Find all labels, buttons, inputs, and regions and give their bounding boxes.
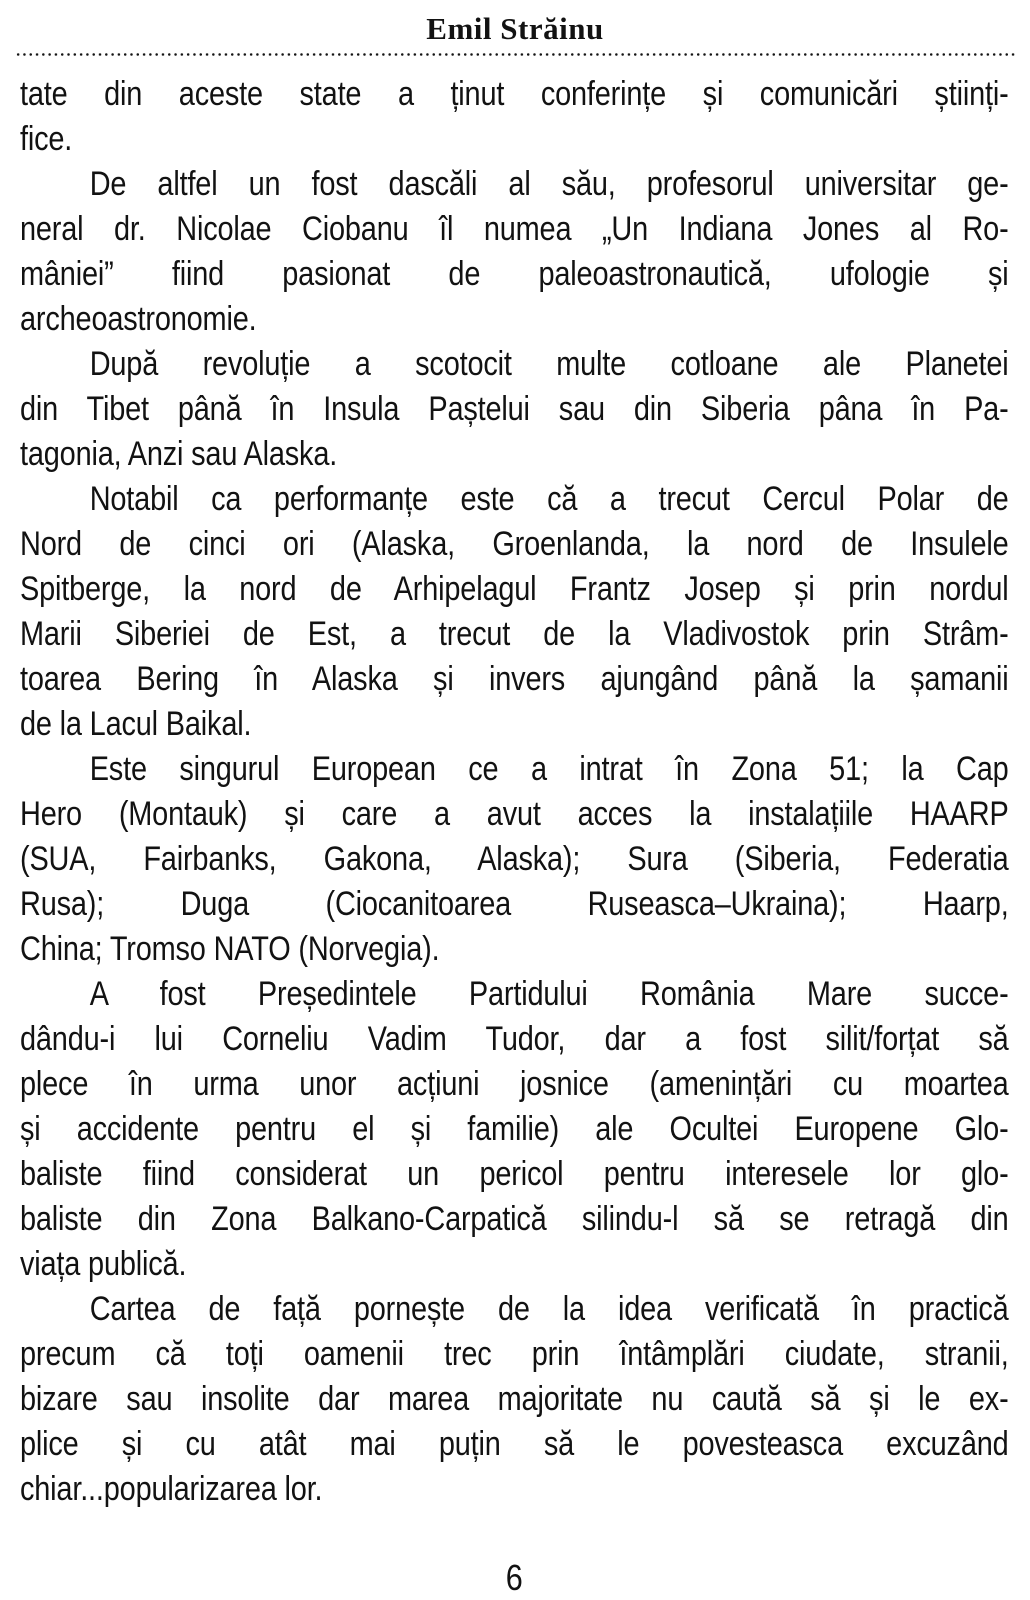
text-line: Notabil ca performanțe este că a trecut Cercul Polar de xyxy=(89,480,1009,518)
text-line: plice și cu atât mai puțin să le povesteasca excuzând xyxy=(20,1425,1009,1463)
text-line: dându-i lui Corneliu Vadim Tudor, dar a fost silit/forțat să xyxy=(20,1020,1009,1058)
text-line: din Tibet până în Insula Paștelui sau din Siberia pâna în Pa- xyxy=(20,390,1009,428)
text-line: precum că toți oamenii trec prin întâmplări ciudate, stranii, xyxy=(20,1335,1009,1373)
text-line: neral dr. Nicolae Ciobanu îl numea „Un Indiana Jones al Ro- xyxy=(20,210,1009,248)
text-line: mâniei” fiind pasionat de paleoastronautică, ufologie și xyxy=(20,255,1009,293)
text-line: După revoluție a scotocit multe cotloane ale Planetei xyxy=(89,345,1009,383)
text-line: Este singurul European ce a intrat în Zona 51; la Cap xyxy=(89,750,1009,788)
text-line: baliste din Zona Balkano-Carpatică silindu-l să se retragă din xyxy=(20,1200,1009,1238)
text-line: Nord de cinci ori (Alaska, Groenlanda, la nord de Insulele xyxy=(20,525,1009,563)
text-line: (SUA, Fairbanks, Gakona, Alaska); Sura (Siberia, Federatia xyxy=(20,840,1009,878)
text-line: plece în urma unor acțiuni josnice (amenințări cu moartea xyxy=(20,1065,1009,1103)
page-number: 6 xyxy=(505,1557,523,1598)
text-line: A fost Președintele Partidului România Mare succe- xyxy=(89,975,1009,1013)
text-line: De altfel un fost dascăli al său, profesorul universitar ge- xyxy=(89,165,1009,203)
text-line: Marii Siberiei de Est, a trecut de la Vladivostok prin Strâm- xyxy=(20,615,1009,653)
text-line: Hero (Montauk) și care a avut acces la instalațiile HAARP xyxy=(20,795,1009,833)
running-header xyxy=(20,10,1010,47)
text-line: viața publică. xyxy=(20,1245,187,1283)
text-line: tate din aceste state a ținut conferințe și comunicări științi- xyxy=(20,75,1009,113)
text-line: Cartea de față pornește de la idea verificată în practică xyxy=(89,1290,1009,1328)
page-number-container xyxy=(20,1558,1009,1598)
dotted-divider xyxy=(15,53,1015,56)
text-line: archeoastronomie. xyxy=(20,300,257,338)
page-header-author: Emil Străinu xyxy=(426,11,604,46)
text-line: baliste fiind considerat un pericol pentru interesele lor glo- xyxy=(20,1155,1009,1193)
text-line: tagonia, Anzi sau Alaska. xyxy=(20,435,338,473)
text-line: chiar...popularizarea lor. xyxy=(20,1470,323,1508)
text-line: bizare sau insolite dar marea majoritate nu caută să și le ex- xyxy=(20,1380,1009,1418)
body-text xyxy=(20,72,1009,1512)
text-line: Rusa); Duga (Ciocanitoarea Ruseasca–Ukraina); Haarp, xyxy=(20,885,1009,923)
text-line: și accidente pentru el și familie) ale Ocultei Europene Glo- xyxy=(20,1110,1009,1148)
text-line: China; Tromso NATO (Norvegia). xyxy=(20,930,440,968)
text-line: toarea Bering în Alaska și invers ajungând până la șamanii xyxy=(20,660,1009,698)
text-line: de la Lacul Baikal. xyxy=(20,705,252,743)
text-line: Spitberge, la nord de Arhipelagul Frantz Josep și prin nordul xyxy=(20,570,1009,608)
text-line: fice. xyxy=(20,120,73,158)
